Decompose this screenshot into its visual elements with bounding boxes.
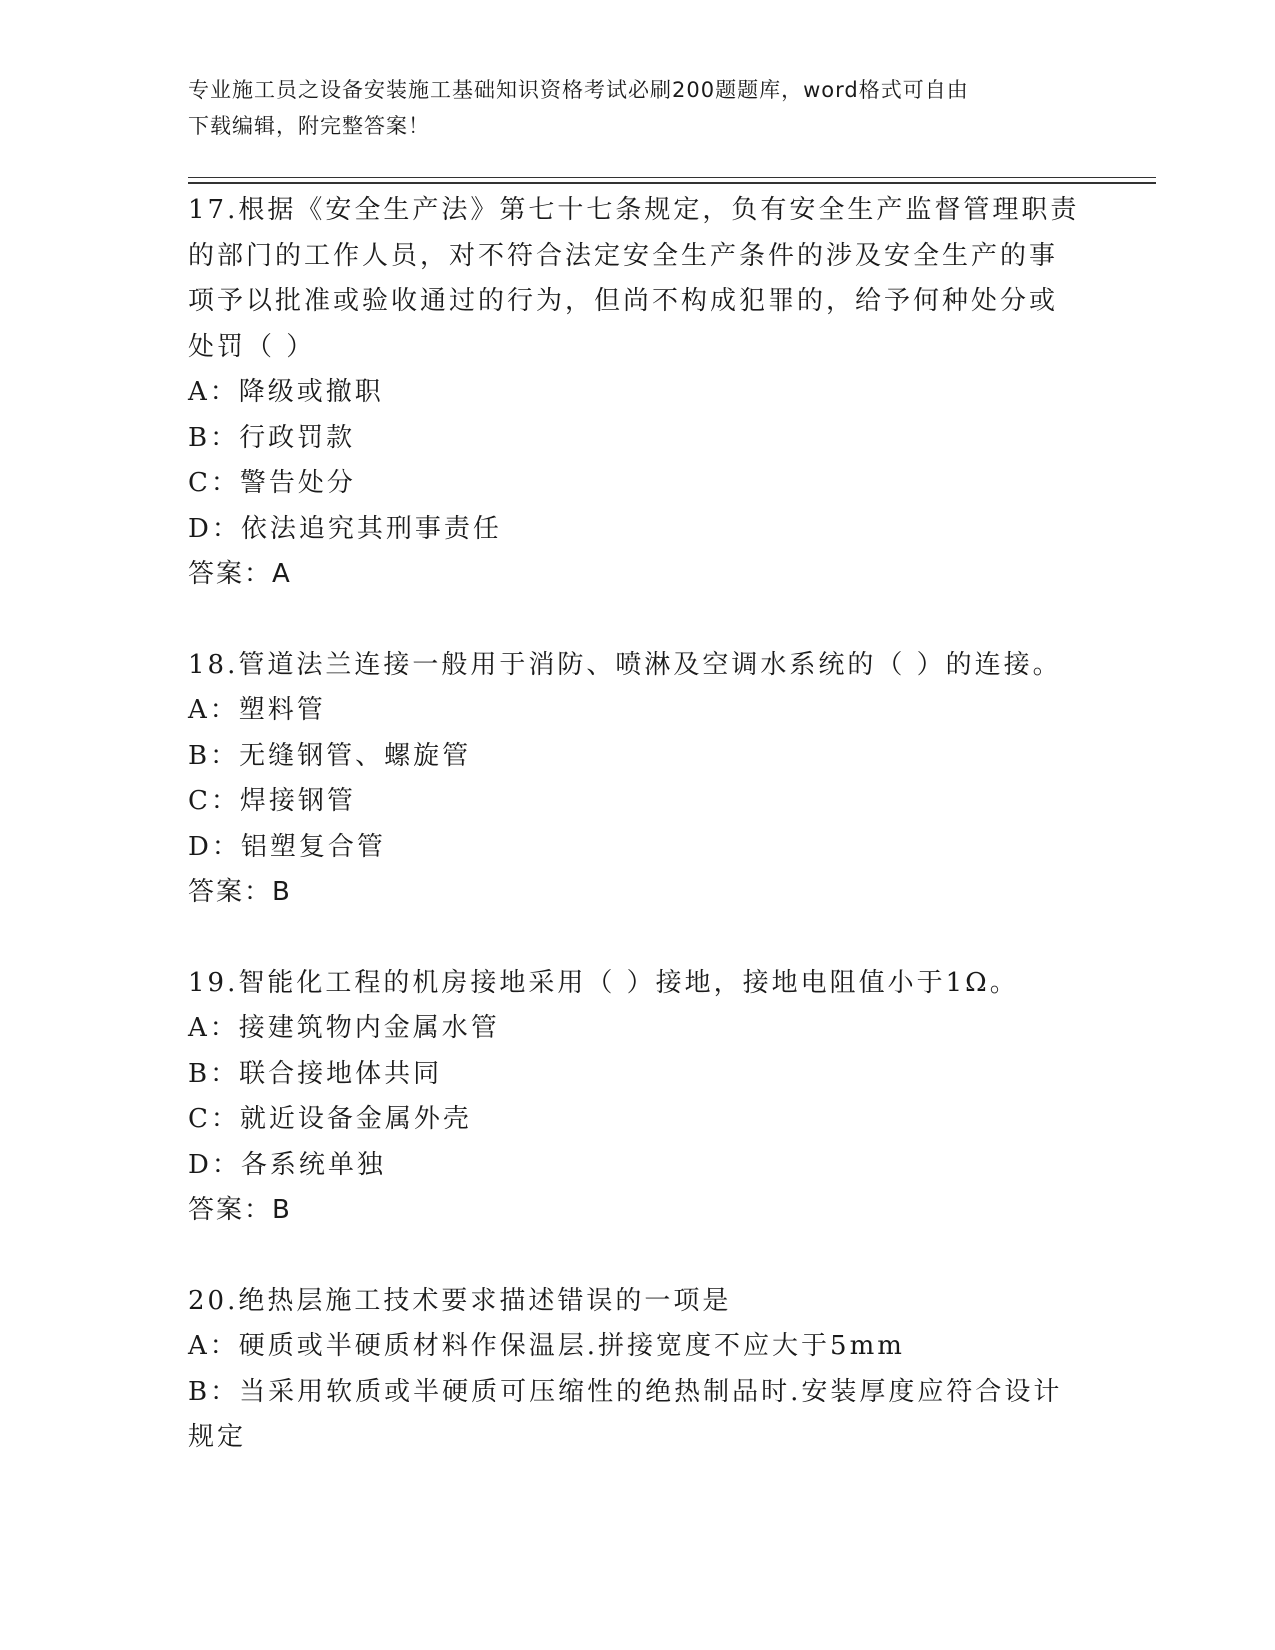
- option-d: D：依法追究其刑事责任: [188, 513, 502, 544]
- question-text-line: 20.绝热层施工技术要求描述错误的一项是: [188, 1285, 732, 1316]
- document-header: [188, 72, 1088, 144]
- question-list: [188, 188, 1088, 1461]
- question-18: [188, 643, 1088, 916]
- option-b: B：无缝钢管、螺旋管: [188, 740, 472, 771]
- answer: 答案：B: [188, 877, 292, 907]
- question-text-line: 18.管道法兰连接一般用于消防、喷淋及空调水系统的（ ）的连接。: [188, 649, 1062, 680]
- answer: 答案：A: [188, 559, 292, 589]
- option-a: A：接建筑物内金属水管: [188, 1013, 500, 1043]
- question-20: [188, 1279, 1088, 1461]
- option-b: B：联合接地体共同: [188, 1058, 443, 1089]
- header-line-2: 下载编辑，附完整答案！: [188, 114, 430, 138]
- question-text-line: 17.根据《安全生产法》第七十七条规定，负有安全生产监督管理职责: [188, 195, 1080, 225]
- header-line-1: 专业施工员之设备安装施工基础知识资格考试必刷200题题库，word格式可自由: [188, 78, 969, 102]
- question-text-line: 处罚（ ）: [188, 331, 316, 362]
- option-d: D：各系统单独: [188, 1149, 386, 1180]
- answer: 答案：B: [188, 1195, 292, 1225]
- option-a: A：塑料管: [188, 695, 326, 725]
- header-divider-thin: [188, 177, 1156, 178]
- question-text-line: 19.智能化工程的机房接地采用（ ）接地，接地电阻值小于1Ω。: [188, 967, 1019, 998]
- option-b: B：当采用软质或半硬质可压缩性的绝热制品时.安装厚度应符合设计: [188, 1376, 1063, 1407]
- option-b: B：行政罚款: [188, 422, 356, 453]
- question-19: [188, 961, 1088, 1234]
- option-d: D：铝塑复合管: [188, 831, 386, 862]
- option-a: A：硬质或半硬质材料作保温层.拼接宽度不应大于5mm: [188, 1331, 905, 1361]
- question-text-line: 的部门的工作人员，对不符合法定安全生产条件的涉及安全生产的事: [188, 240, 1059, 271]
- question-text-line: 项予以批准或验收通过的行为，但尚不构成犯罪的，给予何种处分或: [188, 286, 1059, 316]
- option-a: A：降级或撤职: [188, 377, 384, 407]
- option-b-continued: 规定: [188, 1422, 247, 1452]
- question-17: [188, 188, 1088, 598]
- header-divider-thick: [188, 182, 1156, 184]
- option-c: C：就近设备金属外壳: [188, 1104, 472, 1134]
- option-c: C：焊接钢管: [188, 786, 356, 816]
- option-c: C：警告处分: [188, 468, 356, 498]
